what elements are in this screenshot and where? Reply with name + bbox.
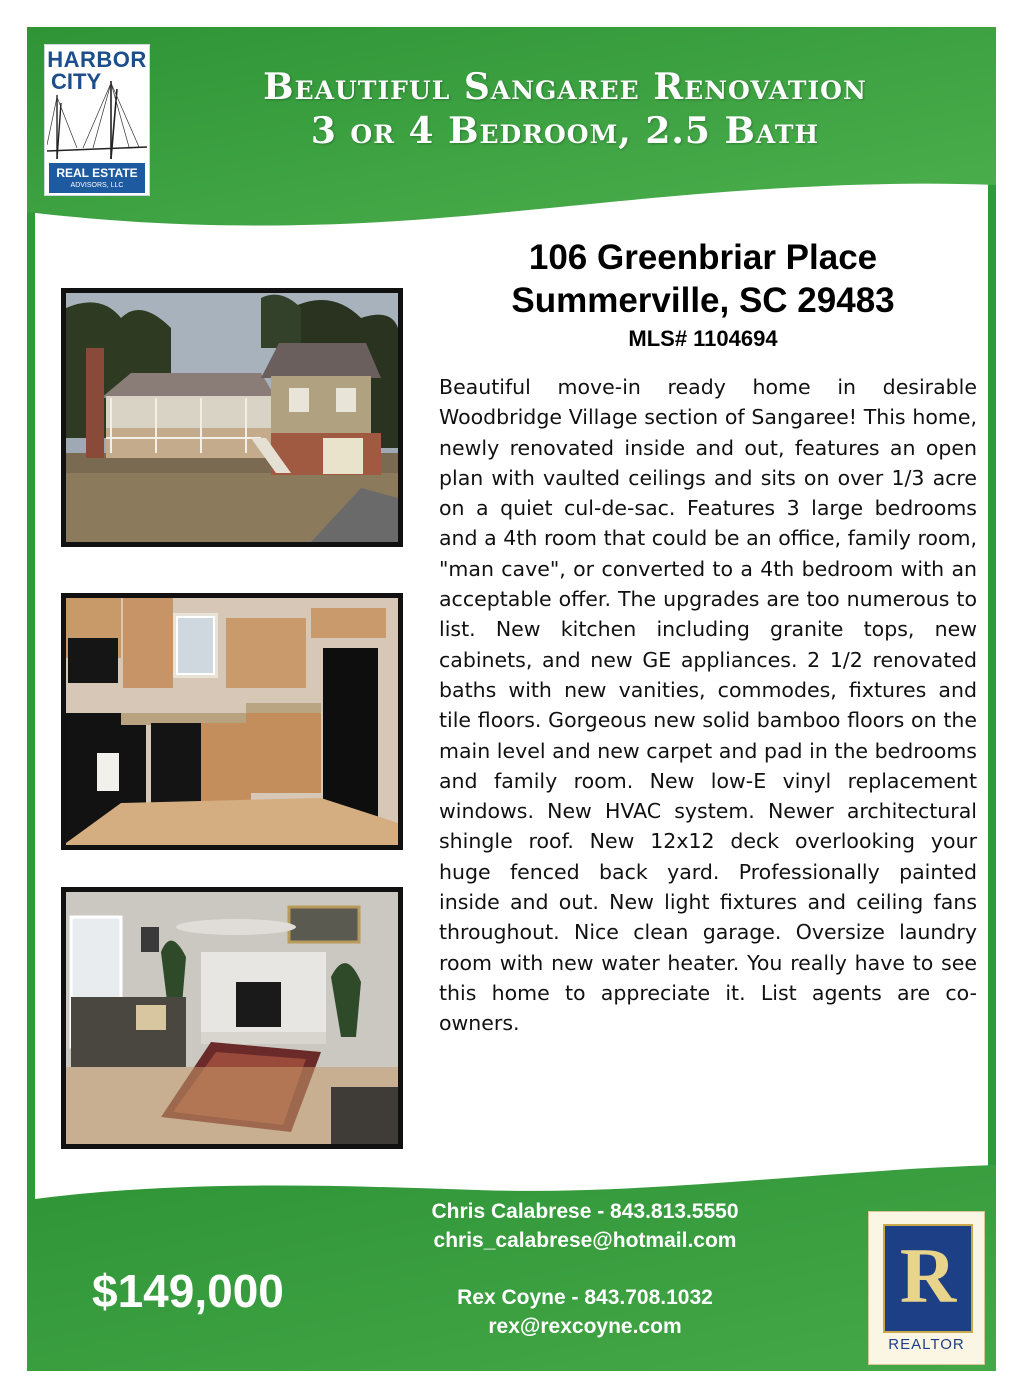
- realtor-r-icon: [883, 1224, 973, 1333]
- house-exterior-photo: [61, 288, 403, 547]
- logo-word-harbor: HARBOR: [47, 47, 147, 72]
- logo-real-estate: REAL ESTATE: [56, 166, 138, 180]
- realtor-r-letter: R: [899, 1232, 957, 1319]
- kitchen-photo: [61, 593, 403, 850]
- realtor-label: REALTOR: [888, 1336, 965, 1353]
- company-logo: [44, 44, 150, 196]
- agent1-phone: Chris Calabrese - 843.813.5550: [431, 1200, 739, 1223]
- realtor-badge: [868, 1211, 985, 1365]
- logo-word-city: CITY: [51, 69, 102, 94]
- agent2-email-link[interactable]: rex@rexcoyne.com: [488, 1315, 682, 1338]
- headline-subtitle: 3 or 4 Bedroom, 2.5 Bath: [310, 110, 820, 152]
- listing-price: $149,000: [92, 1265, 284, 1317]
- living-room-photo: [61, 887, 403, 1149]
- logo-advisors: ADVISORS, LLC: [70, 182, 124, 189]
- mls-number: MLS# 1104694: [628, 326, 778, 351]
- address-street: 106 Greenbriar Place: [528, 238, 878, 277]
- agent2-phone: Rex Coyne - 843.708.1032: [457, 1286, 713, 1309]
- agent1-email-link[interactable]: chris_calabrese@hotmail.com: [433, 1229, 737, 1252]
- address-city: Summerville, SC 29483: [511, 281, 895, 320]
- property-description: Beautiful move-in ready home in desirable Woodbridge Village section of Sangaree! This home, newly renovated inside and out, features an open plan with vaulted ceilings and sits on over 1/3 acre on a quiet cul-de-sac. Features 3 large bedrooms and a 4th room that could be an office, family room, "man cave", or converted to a 4th bedroom with an acceptable offer. The upgrades are too numerous to list. New kitchen including granite tops, new cabinets, and new GE appliances. 2 1/2 renovated baths with new vanities, commodes, fixtures and tile floors. Gorgeous new solid bamboo floors on the main level and new carpet and pad in the bedrooms and family room. New low-E vinyl replacement windows. New HVAC system. Newer architectural shingle roof. New 12x12 deck overlooking your huge fenced back yard. Professionally painted inside and out. New light fixtures and ceiling fans throughout. Nice clean garage. Oversize laundry room with new water heater. You really have to see this home to appreciate it. List agents are co-owners.: [439, 375, 977, 1036]
- headline-title: Beautiful Sangaree Renovation: [263, 66, 867, 108]
- bridge-icon: [47, 75, 147, 163]
